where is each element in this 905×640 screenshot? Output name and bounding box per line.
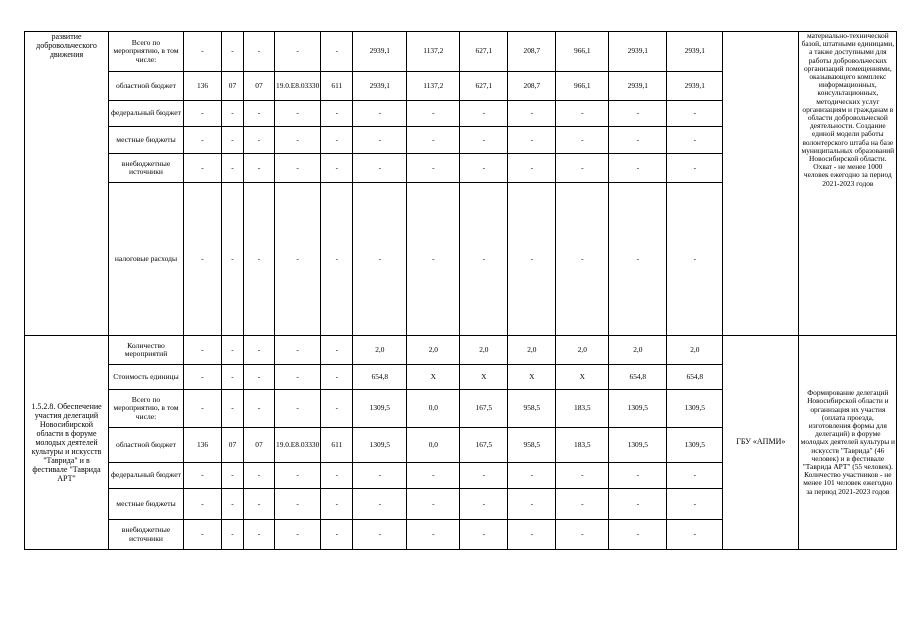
value-cell: 1137,2 [407, 72, 460, 101]
result-cell: Формирование делегаций Новосибирской области и организация их участия (оплата проезда, изготовления формы для делегаций) в форуме молодых деятелей культуры и искусств "Таврида" (46 человек) и в фестивале "Таврида АРТ" (55 человек). Количество участников - не менее 101 человек ежегодно за период 2021-2023 годов [799, 336, 897, 550]
value-cell: 2939,1 [609, 72, 667, 101]
value-cell: - [508, 154, 556, 183]
value-cell: - [353, 127, 407, 154]
value-cell: - [222, 101, 244, 127]
table-row [25, 336, 897, 365]
value-cell: 1309,5 [667, 390, 723, 428]
value-cell: - [222, 390, 244, 428]
value-cell: - [275, 101, 321, 127]
funding-source-cell: Всего по мероприятию, в том числе: [109, 32, 184, 72]
value-cell: - [244, 520, 275, 550]
funding-source-cell: местные бюджеты [109, 489, 184, 520]
value-cell: - [609, 183, 667, 336]
value-cell: - [321, 101, 353, 127]
value-cell: - [407, 127, 460, 154]
value-cell: - [508, 489, 556, 520]
value-cell: - [353, 101, 407, 127]
value-cell: - [184, 101, 222, 127]
value-cell: - [184, 127, 222, 154]
value-cell: 654,8 [609, 365, 667, 390]
value-cell: - [407, 489, 460, 520]
value-cell: - [321, 336, 353, 365]
value-cell: - [508, 463, 556, 489]
value-cell: - [460, 463, 508, 489]
value-cell: 966,1 [556, 32, 609, 72]
value-cell: - [407, 183, 460, 336]
value-cell: - [407, 463, 460, 489]
value-cell: 0,0 [407, 428, 460, 463]
value-cell: - [460, 489, 508, 520]
value-cell: 2,0 [407, 336, 460, 365]
value-cell: 2939,1 [667, 32, 723, 72]
value-cell: - [321, 463, 353, 489]
value-cell: - [222, 32, 244, 72]
value-cell: 966,1 [556, 72, 609, 101]
value-cell: - [244, 390, 275, 428]
value-cell: - [321, 390, 353, 428]
value-cell: 167,5 [460, 390, 508, 428]
value-cell: - [244, 336, 275, 365]
value-cell: 1309,5 [353, 428, 407, 463]
value-cell: - [667, 520, 723, 550]
value-cell: 183,5 [556, 428, 609, 463]
value-cell: 958,5 [508, 428, 556, 463]
value-cell: - [353, 183, 407, 336]
value-cell: 2939,1 [353, 72, 407, 101]
funding-source-cell: областной бюджет [109, 428, 184, 463]
value-cell: - [460, 520, 508, 550]
value-cell: - [321, 520, 353, 550]
value-cell: 627,1 [460, 32, 508, 72]
value-cell: 1309,5 [609, 390, 667, 428]
value-cell: 611 [321, 72, 353, 101]
value-cell: - [508, 520, 556, 550]
value-cell: 183,5 [556, 390, 609, 428]
value-cell: - [184, 365, 222, 390]
value-cell: - [184, 154, 222, 183]
value-cell: 19.0.E8.03330 [275, 428, 321, 463]
value-cell: - [321, 183, 353, 336]
value-cell: 2,0 [556, 336, 609, 365]
value-cell: - [609, 463, 667, 489]
value-cell: - [184, 390, 222, 428]
value-cell: - [407, 520, 460, 550]
value-cell: 1309,5 [609, 428, 667, 463]
value-cell: - [353, 520, 407, 550]
value-cell: - [353, 154, 407, 183]
value-cell: - [353, 489, 407, 520]
value-cell: 2,0 [508, 336, 556, 365]
value-cell: - [222, 489, 244, 520]
value-cell: - [321, 32, 353, 72]
value-cell: 1309,5 [667, 428, 723, 463]
value-cell: - [667, 463, 723, 489]
value-cell: - [244, 32, 275, 72]
value-cell: - [222, 127, 244, 154]
value-cell: 654,8 [353, 365, 407, 390]
value-cell: - [460, 101, 508, 127]
value-cell: - [222, 154, 244, 183]
value-cell: X [508, 365, 556, 390]
value-cell: - [353, 463, 407, 489]
value-cell: 07 [244, 72, 275, 101]
funding-source-cell: Количество мероприятий [109, 336, 184, 365]
funding-source-cell: областной бюджет [109, 72, 184, 101]
value-cell: - [244, 127, 275, 154]
funding-source-cell: Стоимость единицы [109, 365, 184, 390]
value-cell: - [275, 127, 321, 154]
value-cell: 1137,2 [407, 32, 460, 72]
executor-cell [723, 32, 799, 336]
funding-source-cell: Всего по мероприятию, в том числе: [109, 390, 184, 428]
value-cell: - [244, 365, 275, 390]
value-cell: - [321, 154, 353, 183]
value-cell: - [184, 520, 222, 550]
value-cell: 2,0 [667, 336, 723, 365]
result-cell: материально-технической базой, штатными единицами, а также доступными для работы добровольческих организаций помещениями, оказывающего комплекс информационных, консультационных, методических услуг организациям и гражданам в области добровольческой деятельности. Создание единой модели работы волонтерского штаба на базе муниципальных образований Новосибирской области. Охват - не менее 1000 человек ежегодно за период 2021-2023 годов [799, 32, 897, 336]
value-cell: - [556, 463, 609, 489]
value-cell: - [275, 463, 321, 489]
value-cell: - [244, 183, 275, 336]
value-cell: 2,0 [353, 336, 407, 365]
value-cell: - [184, 489, 222, 520]
value-cell: - [275, 32, 321, 72]
value-cell: 2,0 [609, 336, 667, 365]
value-cell: - [556, 101, 609, 127]
value-cell: 2939,1 [353, 32, 407, 72]
value-cell: - [667, 127, 723, 154]
value-cell: - [556, 154, 609, 183]
value-cell: - [184, 183, 222, 336]
value-cell: - [321, 127, 353, 154]
value-cell: 2939,1 [609, 32, 667, 72]
value-cell: - [275, 154, 321, 183]
value-cell: - [275, 520, 321, 550]
value-cell: - [556, 127, 609, 154]
funding-source-cell: налоговые расходы [109, 183, 184, 336]
value-cell: - [222, 365, 244, 390]
funding-source-cell: внебюджетные источники [109, 520, 184, 550]
value-cell: - [556, 183, 609, 336]
event-name-cell: развитие добровольческого движения [25, 32, 109, 336]
value-cell: - [275, 183, 321, 336]
value-cell: 2,0 [460, 336, 508, 365]
value-cell: 611 [321, 428, 353, 463]
value-cell: - [667, 489, 723, 520]
value-cell: - [609, 520, 667, 550]
funding-source-cell: федеральный бюджет [109, 463, 184, 489]
value-cell: - [244, 154, 275, 183]
value-cell: 1309,5 [353, 390, 407, 428]
budget-table [24, 31, 897, 550]
value-cell: - [556, 520, 609, 550]
value-cell: - [222, 463, 244, 489]
value-cell: - [275, 336, 321, 365]
value-cell: - [556, 489, 609, 520]
value-cell: 136 [184, 72, 222, 101]
funding-source-cell: внебюджетные источники [109, 154, 184, 183]
value-cell: - [667, 154, 723, 183]
value-cell: - [460, 127, 508, 154]
value-cell: X [556, 365, 609, 390]
value-cell: X [407, 365, 460, 390]
value-cell: - [184, 463, 222, 489]
value-cell: - [508, 101, 556, 127]
value-cell: - [321, 365, 353, 390]
value-cell: - [244, 489, 275, 520]
value-cell: - [222, 183, 244, 336]
value-cell: - [667, 101, 723, 127]
value-cell: 19.0.E8.03330 [275, 72, 321, 101]
value-cell: X [460, 365, 508, 390]
value-cell: - [460, 183, 508, 336]
value-cell: - [222, 336, 244, 365]
value-cell: - [609, 101, 667, 127]
table-row [25, 32, 897, 72]
funding-source-cell: местные бюджеты [109, 127, 184, 154]
value-cell: - [407, 154, 460, 183]
value-cell: 208,7 [508, 72, 556, 101]
value-cell: - [508, 127, 556, 154]
value-cell: - [609, 154, 667, 183]
funding-source-cell: федеральный бюджет [109, 101, 184, 127]
value-cell: - [184, 336, 222, 365]
value-cell: - [184, 32, 222, 72]
value-cell: - [321, 489, 353, 520]
value-cell: 136 [184, 428, 222, 463]
value-cell: 07 [244, 428, 275, 463]
value-cell: - [275, 390, 321, 428]
value-cell: - [407, 101, 460, 127]
value-cell: 07 [222, 428, 244, 463]
value-cell: - [275, 489, 321, 520]
value-cell: - [275, 365, 321, 390]
value-cell: - [244, 101, 275, 127]
value-cell: 208,7 [508, 32, 556, 72]
value-cell: - [244, 463, 275, 489]
value-cell: - [609, 127, 667, 154]
value-cell: - [222, 520, 244, 550]
value-cell: 2939,1 [667, 72, 723, 101]
value-cell: - [460, 154, 508, 183]
value-cell: - [667, 183, 723, 336]
value-cell: 07 [222, 72, 244, 101]
event-name-cell: 1.5.2.8. Обеспечение участия делегаций Новосибирской области в форуме молодых деятелей культуры и искусств "Таврида" и в фестивале "Таврида АРТ" [25, 336, 109, 550]
value-cell: 958,5 [508, 390, 556, 428]
executor-cell: ГБУ «АПМИ» [723, 336, 799, 550]
value-cell: - [609, 489, 667, 520]
value-cell: 654,8 [667, 365, 723, 390]
value-cell: 167,5 [460, 428, 508, 463]
value-cell: - [508, 183, 556, 336]
value-cell: 627,1 [460, 72, 508, 101]
value-cell: 0,0 [407, 390, 460, 428]
